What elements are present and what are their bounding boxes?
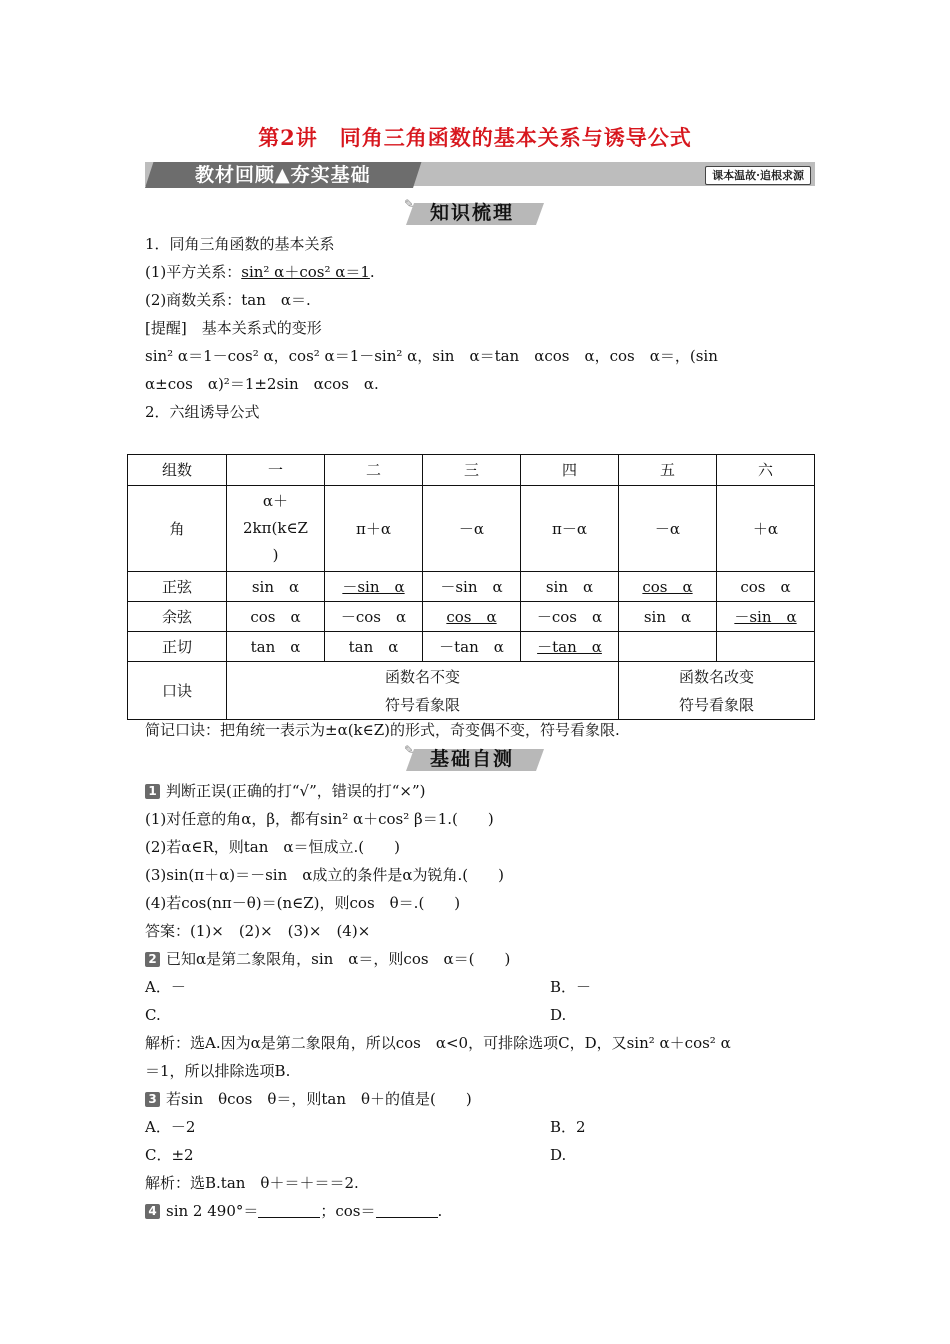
text: ；cos＝ xyxy=(320,1202,376,1220)
table-cell: tan α xyxy=(227,632,325,662)
text: 已知α是第二象限角，sin α＝，则cos α＝( ) xyxy=(166,950,511,968)
answer-blank xyxy=(376,1203,438,1218)
table-cell xyxy=(717,602,815,632)
table-cell: sin α xyxy=(521,572,619,602)
question-item: (1)对任意的角α，β，都有sin² α＋cos² β＝1.( ) xyxy=(145,810,494,828)
mnemonic-text: 符号看象限 xyxy=(678,695,754,714)
text: sin 2 490°＝ xyxy=(166,1202,259,1220)
table-cell: 角 xyxy=(128,486,227,572)
table-cell xyxy=(227,662,619,720)
text: 判断正误(正确的打“√”，错误的打“×”) xyxy=(166,782,426,800)
knowledge-line xyxy=(145,262,375,282)
analysis-line: 解析：选A.因为α是第二象限角，所以cos α<0，可排除选项C，D，又sin² α＋cos² α xyxy=(145,1034,731,1052)
table-cell: －α xyxy=(423,486,521,572)
section-heading-selftest xyxy=(404,743,550,773)
answer-blank xyxy=(258,1203,320,1218)
table-cell xyxy=(521,632,619,662)
answer-underlined: cos α xyxy=(642,577,693,596)
table-cell: cos α xyxy=(227,602,325,632)
knowledge-line: [提醒] 基本关系式的变形 xyxy=(145,319,322,337)
text: 若sin θcos θ＝，则tan θ＋的值是( ) xyxy=(166,1090,472,1108)
answer-underlined: －tan α xyxy=(537,637,602,656)
answer-underlined: －sin α xyxy=(734,607,797,626)
option-b: B．2 xyxy=(550,1118,586,1136)
question-item: (3)sin(π＋α)＝－sin α成立的条件是α为锐角.( ) xyxy=(145,866,504,884)
mnemonic-note: 简记口诀：把角统一表示为±α(k∈Z)的形式，奇变偶不变，符号看象限. xyxy=(145,721,620,739)
analysis-line: 解析：选B.tan θ＋＝＋＝＝2. xyxy=(145,1174,359,1192)
knowledge-line: α±cos α)²＝1±2sin αcos α. xyxy=(145,375,379,393)
section-heading-text: 知识梳理 xyxy=(430,202,515,224)
answer-underlined: －sin α xyxy=(342,577,405,596)
option-b: B．－ xyxy=(550,978,592,996)
table-cell: －cos α xyxy=(521,602,619,632)
table-cell xyxy=(619,572,717,602)
question-number-badge: 3 xyxy=(145,1092,160,1107)
pen-icon: ✎ xyxy=(404,197,415,211)
table-row xyxy=(128,632,815,662)
question-number-badge: 4 xyxy=(145,1204,160,1219)
table-cell: α＋ 2kπ(k∈Z ) xyxy=(227,486,325,572)
table-cell: 六 xyxy=(717,455,815,486)
table-cell xyxy=(717,632,815,662)
banner-main-text: 教材回顾▲夯实基础 xyxy=(195,164,371,186)
knowledge-line: sin² α＝1－cos² α，cos² α＝1－sin² α，sin α＝tan αcos α，cos α＝，(sin xyxy=(145,347,718,365)
mnemonic-text: 函数名不变 xyxy=(384,667,460,686)
table-cell: sin α xyxy=(619,602,717,632)
table-cell: 口诀 xyxy=(128,662,227,720)
knowledge-line: 1．同角三角函数的基本关系 xyxy=(145,235,335,253)
option-a: A．－2 xyxy=(145,1118,196,1136)
table-cell: 四 xyxy=(521,455,619,486)
table-cell: 组数 xyxy=(128,455,227,486)
table-row xyxy=(128,662,815,720)
table-cell: 余弦 xyxy=(128,602,227,632)
question-number-badge: 1 xyxy=(145,784,160,799)
section-banner xyxy=(145,162,815,188)
text: . xyxy=(437,1202,443,1220)
question-number-badge: 2 xyxy=(145,952,160,967)
text: (1)平方关系： xyxy=(145,263,242,281)
question-stem xyxy=(145,1201,442,1221)
table-cell: 正切 xyxy=(128,632,227,662)
answer-line: 答案：(1)× (2)× (3)× (4)× xyxy=(145,922,371,940)
table-cell: 一 xyxy=(227,455,325,486)
table-cell: cos α xyxy=(717,572,815,602)
knowledge-line: 2．六组诱导公式 xyxy=(145,403,260,421)
pen-icon: ✎ xyxy=(404,743,415,757)
mnemonic-text: 符号看象限 xyxy=(384,695,460,714)
answer-underlined: cos α xyxy=(446,607,497,626)
option-a: A．－ xyxy=(145,978,186,996)
table-cell xyxy=(325,572,423,602)
section-heading-text: 基础自测 xyxy=(430,748,515,770)
question-stem xyxy=(145,781,426,801)
option-d: D. xyxy=(550,1006,567,1024)
table-cell: π－α xyxy=(521,486,619,572)
question-stem xyxy=(145,949,510,969)
question-item: (4)若cos(nπ－θ)＝(n∈Z)，则cos θ＝.( ) xyxy=(145,894,461,912)
analysis-line: ＝1，所以排除选项B. xyxy=(145,1062,291,1080)
knowledge-line: (2)商数关系：tan α＝. xyxy=(145,291,311,309)
table-cell: －sin α xyxy=(423,572,521,602)
table-cell: ＋α xyxy=(717,486,815,572)
table-cell: 五 xyxy=(619,455,717,486)
question-item: (2)若α∈R，则tan α＝恒成立.( ) xyxy=(145,838,401,856)
table-cell xyxy=(619,632,717,662)
text: . xyxy=(369,263,375,281)
option-c: C．±2 xyxy=(145,1146,194,1164)
option-d: D. xyxy=(550,1146,567,1164)
table-cell: －α xyxy=(619,486,717,572)
option-c: C. xyxy=(145,1006,161,1024)
section-heading-knowledge xyxy=(404,197,550,227)
table-row xyxy=(128,572,815,602)
table-cell: －cos α xyxy=(325,602,423,632)
induction-formula-table xyxy=(127,454,815,720)
table-cell xyxy=(619,662,815,720)
table-cell: tan α xyxy=(325,632,423,662)
banner-right-tag: 课本温故·追根求源 xyxy=(705,166,811,185)
table-cell: sin α xyxy=(227,572,325,602)
table-row xyxy=(128,455,815,486)
table-cell: 二 xyxy=(325,455,423,486)
page-title: 第2讲 同角三角函数的基本关系与诱导公式 xyxy=(258,125,692,150)
answer-underlined: sin² α＋cos² α＝1 xyxy=(241,263,370,281)
mnemonic-text: 函数名改变 xyxy=(678,667,754,686)
table-cell: 三 xyxy=(423,455,521,486)
question-stem xyxy=(145,1089,472,1109)
table-row xyxy=(128,602,815,632)
table-cell: 正弦 xyxy=(128,572,227,602)
table-row xyxy=(128,486,815,572)
table-cell: π＋α xyxy=(325,486,423,572)
table-cell xyxy=(423,602,521,632)
table-cell: －tan α xyxy=(423,632,521,662)
